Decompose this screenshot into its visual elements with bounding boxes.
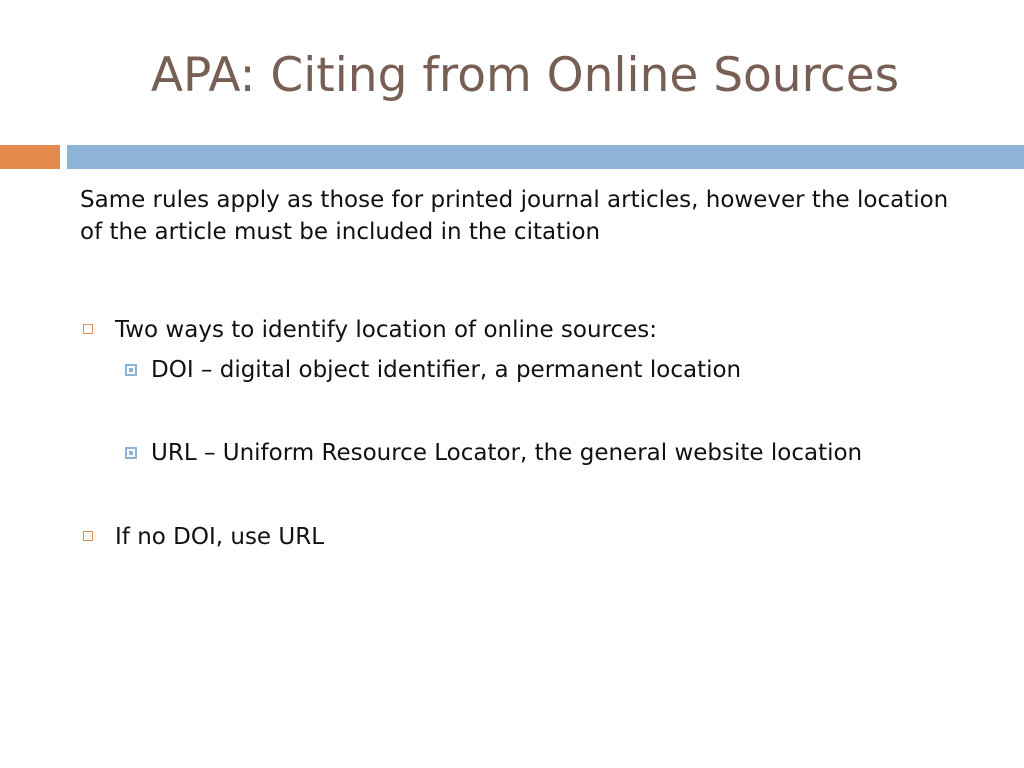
square-bullet-icon: [125, 364, 137, 376]
sub-bullet-doi: [80, 354, 911, 386]
sub-bullet-text: DOI – digital object identifier, a permanent location: [151, 357, 742, 383]
bullet-text: If no DOI, use URL: [115, 524, 325, 550]
slide-body: [80, 184, 980, 553]
square-bullet-icon: [125, 447, 137, 459]
hollow-square-bullet-icon: [83, 531, 93, 541]
sub-bullet-text: URL – Uniform Resource Locator, the general website location: [151, 440, 863, 466]
slide-title: APA: Citing from Online Sources: [150, 48, 900, 103]
bullet-no-doi: [80, 521, 980, 553]
accent-bar-left: [0, 145, 60, 169]
bullet-two-ways: [80, 314, 980, 346]
hollow-square-bullet-icon: [83, 324, 93, 334]
sub-bullet-url: [80, 437, 911, 469]
accent-bar-right: [67, 145, 1024, 169]
intro-paragraph: Same rules apply as those for printed journal articles, however the location of the article must be included in the citation: [80, 187, 949, 245]
bullet-text: Two ways to identify location of online sources:: [115, 317, 658, 343]
